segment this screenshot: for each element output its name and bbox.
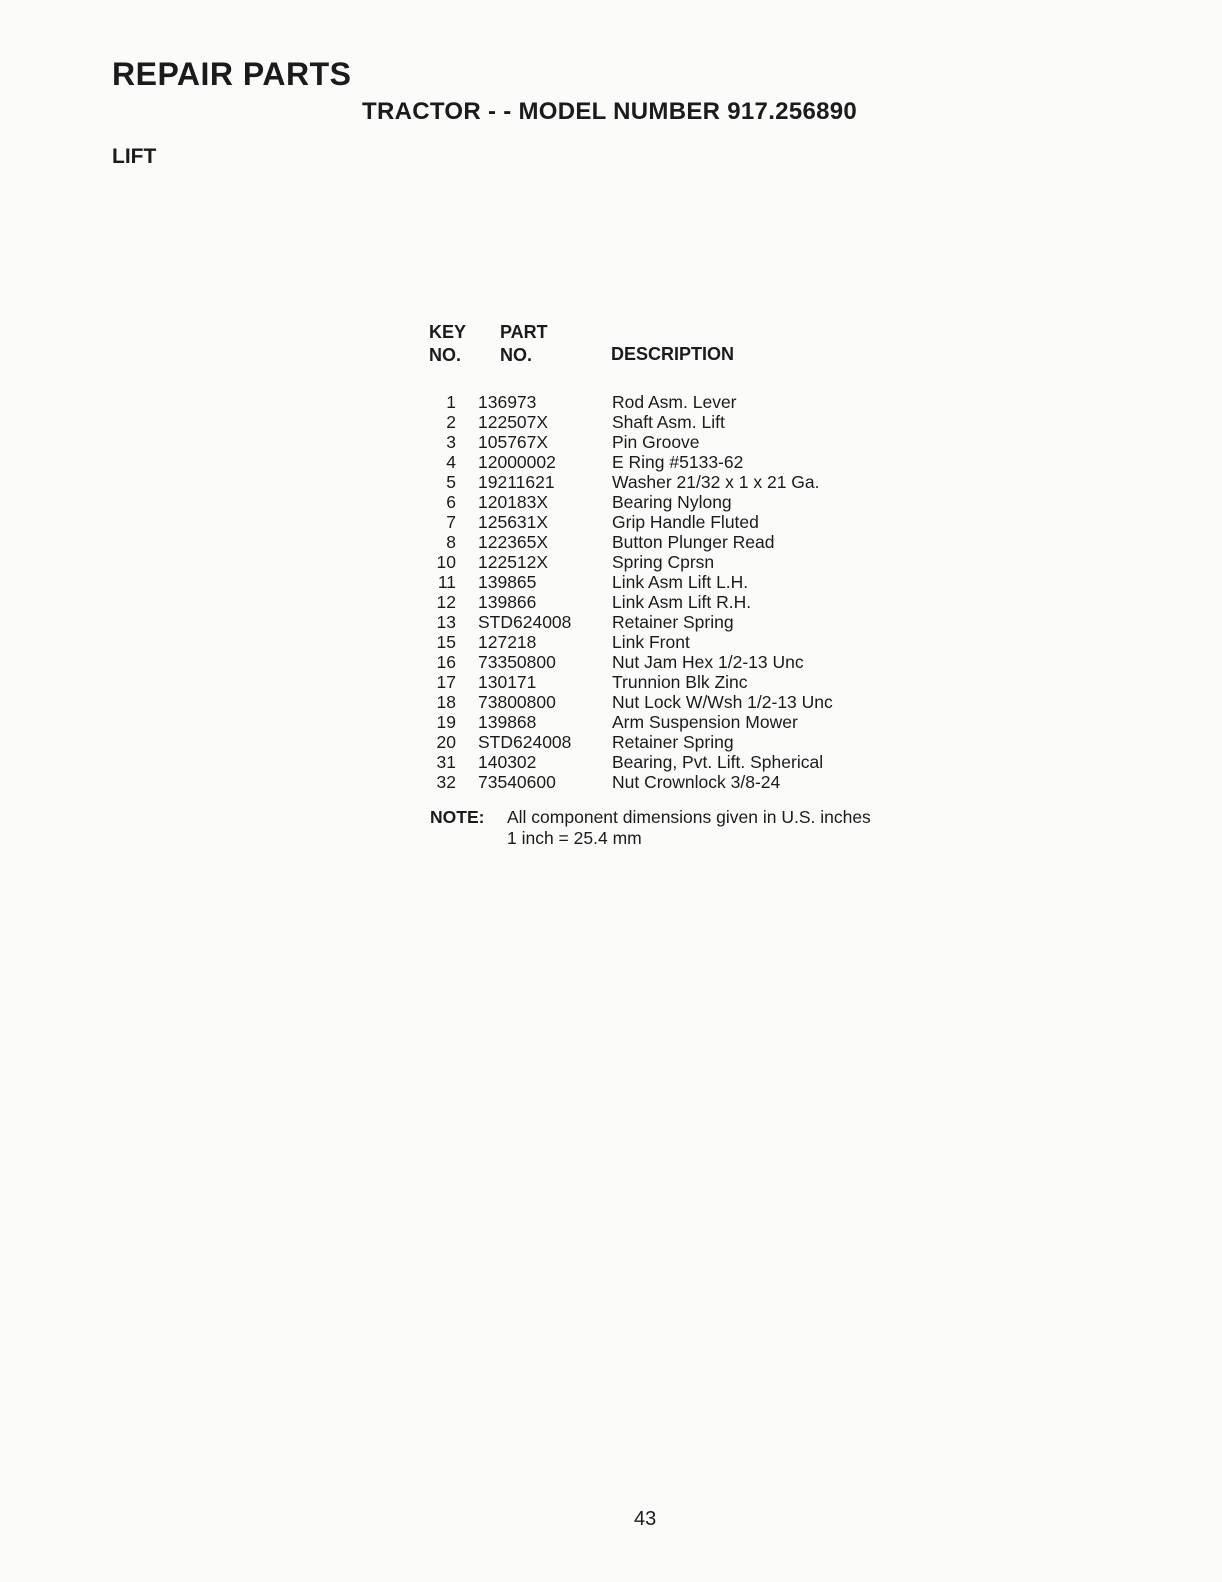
table-row — [428, 432, 948, 452]
part-number-cell: 122507X — [478, 412, 549, 432]
description-cell: Nut Lock W/Wsh 1/2-13 Unc — [612, 692, 833, 712]
key-cell: 13 — [436, 612, 456, 632]
key-cell: 12 — [436, 592, 456, 612]
part-number-cell: 12000002 — [478, 452, 556, 472]
description-cell: Bearing Nylong — [612, 492, 732, 512]
table-row — [428, 552, 948, 572]
key-cell: 3 — [446, 432, 456, 452]
key-header-line1: KEY — [429, 322, 467, 342]
part-number-cell: 73540600 — [478, 772, 556, 792]
parts-table — [428, 322, 948, 792]
description-cell: Nut Jam Hex 1/2-13 Unc — [612, 652, 804, 672]
description-cell: E Ring #5133-62 — [612, 452, 744, 472]
description-cell: Spring Cprsn — [612, 552, 715, 572]
description-cell: Pin Groove — [612, 432, 700, 452]
part-number-cell: 140302 — [478, 752, 537, 772]
table-row — [428, 732, 948, 752]
part-number-cell: 125631X — [478, 512, 549, 532]
table-row — [428, 532, 948, 552]
key-cell: 11 — [437, 572, 456, 592]
note-label: NOTE: — [430, 807, 485, 827]
table-row — [428, 592, 948, 612]
part-number-cell: 139866 — [478, 592, 537, 612]
part-number-cell: 19211621 — [478, 472, 555, 492]
table-row — [428, 672, 948, 692]
key-cell: 32 — [436, 772, 456, 792]
key-cell: 7 — [446, 512, 456, 532]
description-cell: Trunnion Blk Zinc — [612, 672, 748, 692]
table-row — [428, 412, 948, 432]
part-number-cell: 120183X — [478, 492, 549, 512]
key-cell: 16 — [436, 652, 456, 672]
key-cell: 6 — [446, 492, 456, 512]
description-cell: Rod Asm. Lever — [612, 392, 737, 412]
table-row — [428, 752, 948, 772]
part-number-cell: 130171 — [478, 672, 537, 692]
key-cell: 20 — [436, 732, 456, 752]
table-row — [428, 452, 948, 472]
table-row — [428, 612, 948, 632]
key-cell: 2 — [446, 412, 456, 432]
parts-table-body — [428, 392, 948, 792]
key-cell: 8 — [446, 532, 456, 552]
part-number-cell: STD624008 — [478, 612, 572, 632]
description-cell: Retainer Spring — [612, 612, 734, 632]
part-number-cell: 127218 — [478, 632, 537, 652]
key-cell: 15 — [436, 632, 456, 652]
table-row — [428, 472, 948, 492]
part-number-cell: 105767X — [478, 432, 549, 452]
key-cell: 31 — [436, 752, 456, 772]
table-row — [428, 492, 948, 512]
table-row — [428, 692, 948, 712]
description-cell: Arm Suspension Mower — [612, 712, 798, 732]
page-number: 43 — [634, 1508, 657, 1530]
key-cell: 4 — [446, 452, 456, 472]
table-row — [428, 632, 948, 652]
key-cell: 1 — [446, 392, 456, 412]
table-row — [428, 572, 948, 592]
part-header-line2: NO. — [500, 345, 533, 365]
part-number-cell: 122512X — [478, 552, 549, 572]
key-cell: 18 — [436, 692, 456, 712]
description-cell: Bearing, Pvt. Lift. Spherical — [612, 752, 824, 772]
part-header-line1: PART — [500, 322, 548, 342]
key-header-line2: NO. — [429, 345, 462, 365]
part-number-cell: 136973 — [478, 392, 537, 412]
description-cell: Retainer Spring — [612, 732, 734, 752]
table-row — [428, 512, 948, 532]
key-cell: 17 — [436, 672, 456, 692]
part-number-cell: 122365X — [478, 532, 549, 552]
table-row — [428, 392, 948, 412]
note-line2: 1 inch = 25.4 mm — [507, 828, 642, 848]
parts-table-header — [428, 322, 948, 392]
key-cell: 10 — [436, 552, 456, 572]
page-title: REPAIR PARTS — [112, 56, 352, 92]
part-number-cell: 73350800 — [478, 652, 556, 672]
part-number-cell: STD624008 — [478, 732, 572, 752]
part-number-cell: 139868 — [478, 712, 537, 732]
key-cell: 5 — [446, 472, 456, 492]
section-label: LIFT — [112, 145, 157, 168]
model-subtitle: TRACTOR - - MODEL NUMBER 917.256890 — [362, 98, 858, 125]
description-cell: Button Plunger Read — [612, 532, 775, 552]
description-cell: Grip Handle Fluted — [612, 512, 759, 532]
part-number-cell: 139865 — [478, 572, 537, 592]
description-cell: Link Asm Lift L.H. — [612, 572, 749, 592]
description-cell: Washer 21/32 x 1 x 21 Ga. — [612, 472, 820, 492]
part-number-cell: 73800800 — [478, 692, 556, 712]
description-cell: Link Front — [612, 632, 690, 652]
description-cell: Shaft Asm. Lift — [612, 412, 725, 432]
table-row — [428, 712, 948, 732]
table-row — [428, 772, 948, 792]
description-header: DESCRIPTION — [611, 344, 735, 364]
note-line1: All component dimensions given in U.S. inches — [507, 807, 871, 827]
key-cell: 19 — [436, 712, 456, 732]
description-cell: Nut Crownlock 3/8-24 — [612, 772, 781, 792]
table-row — [428, 652, 948, 672]
description-cell: Link Asm Lift R.H. — [612, 592, 752, 612]
